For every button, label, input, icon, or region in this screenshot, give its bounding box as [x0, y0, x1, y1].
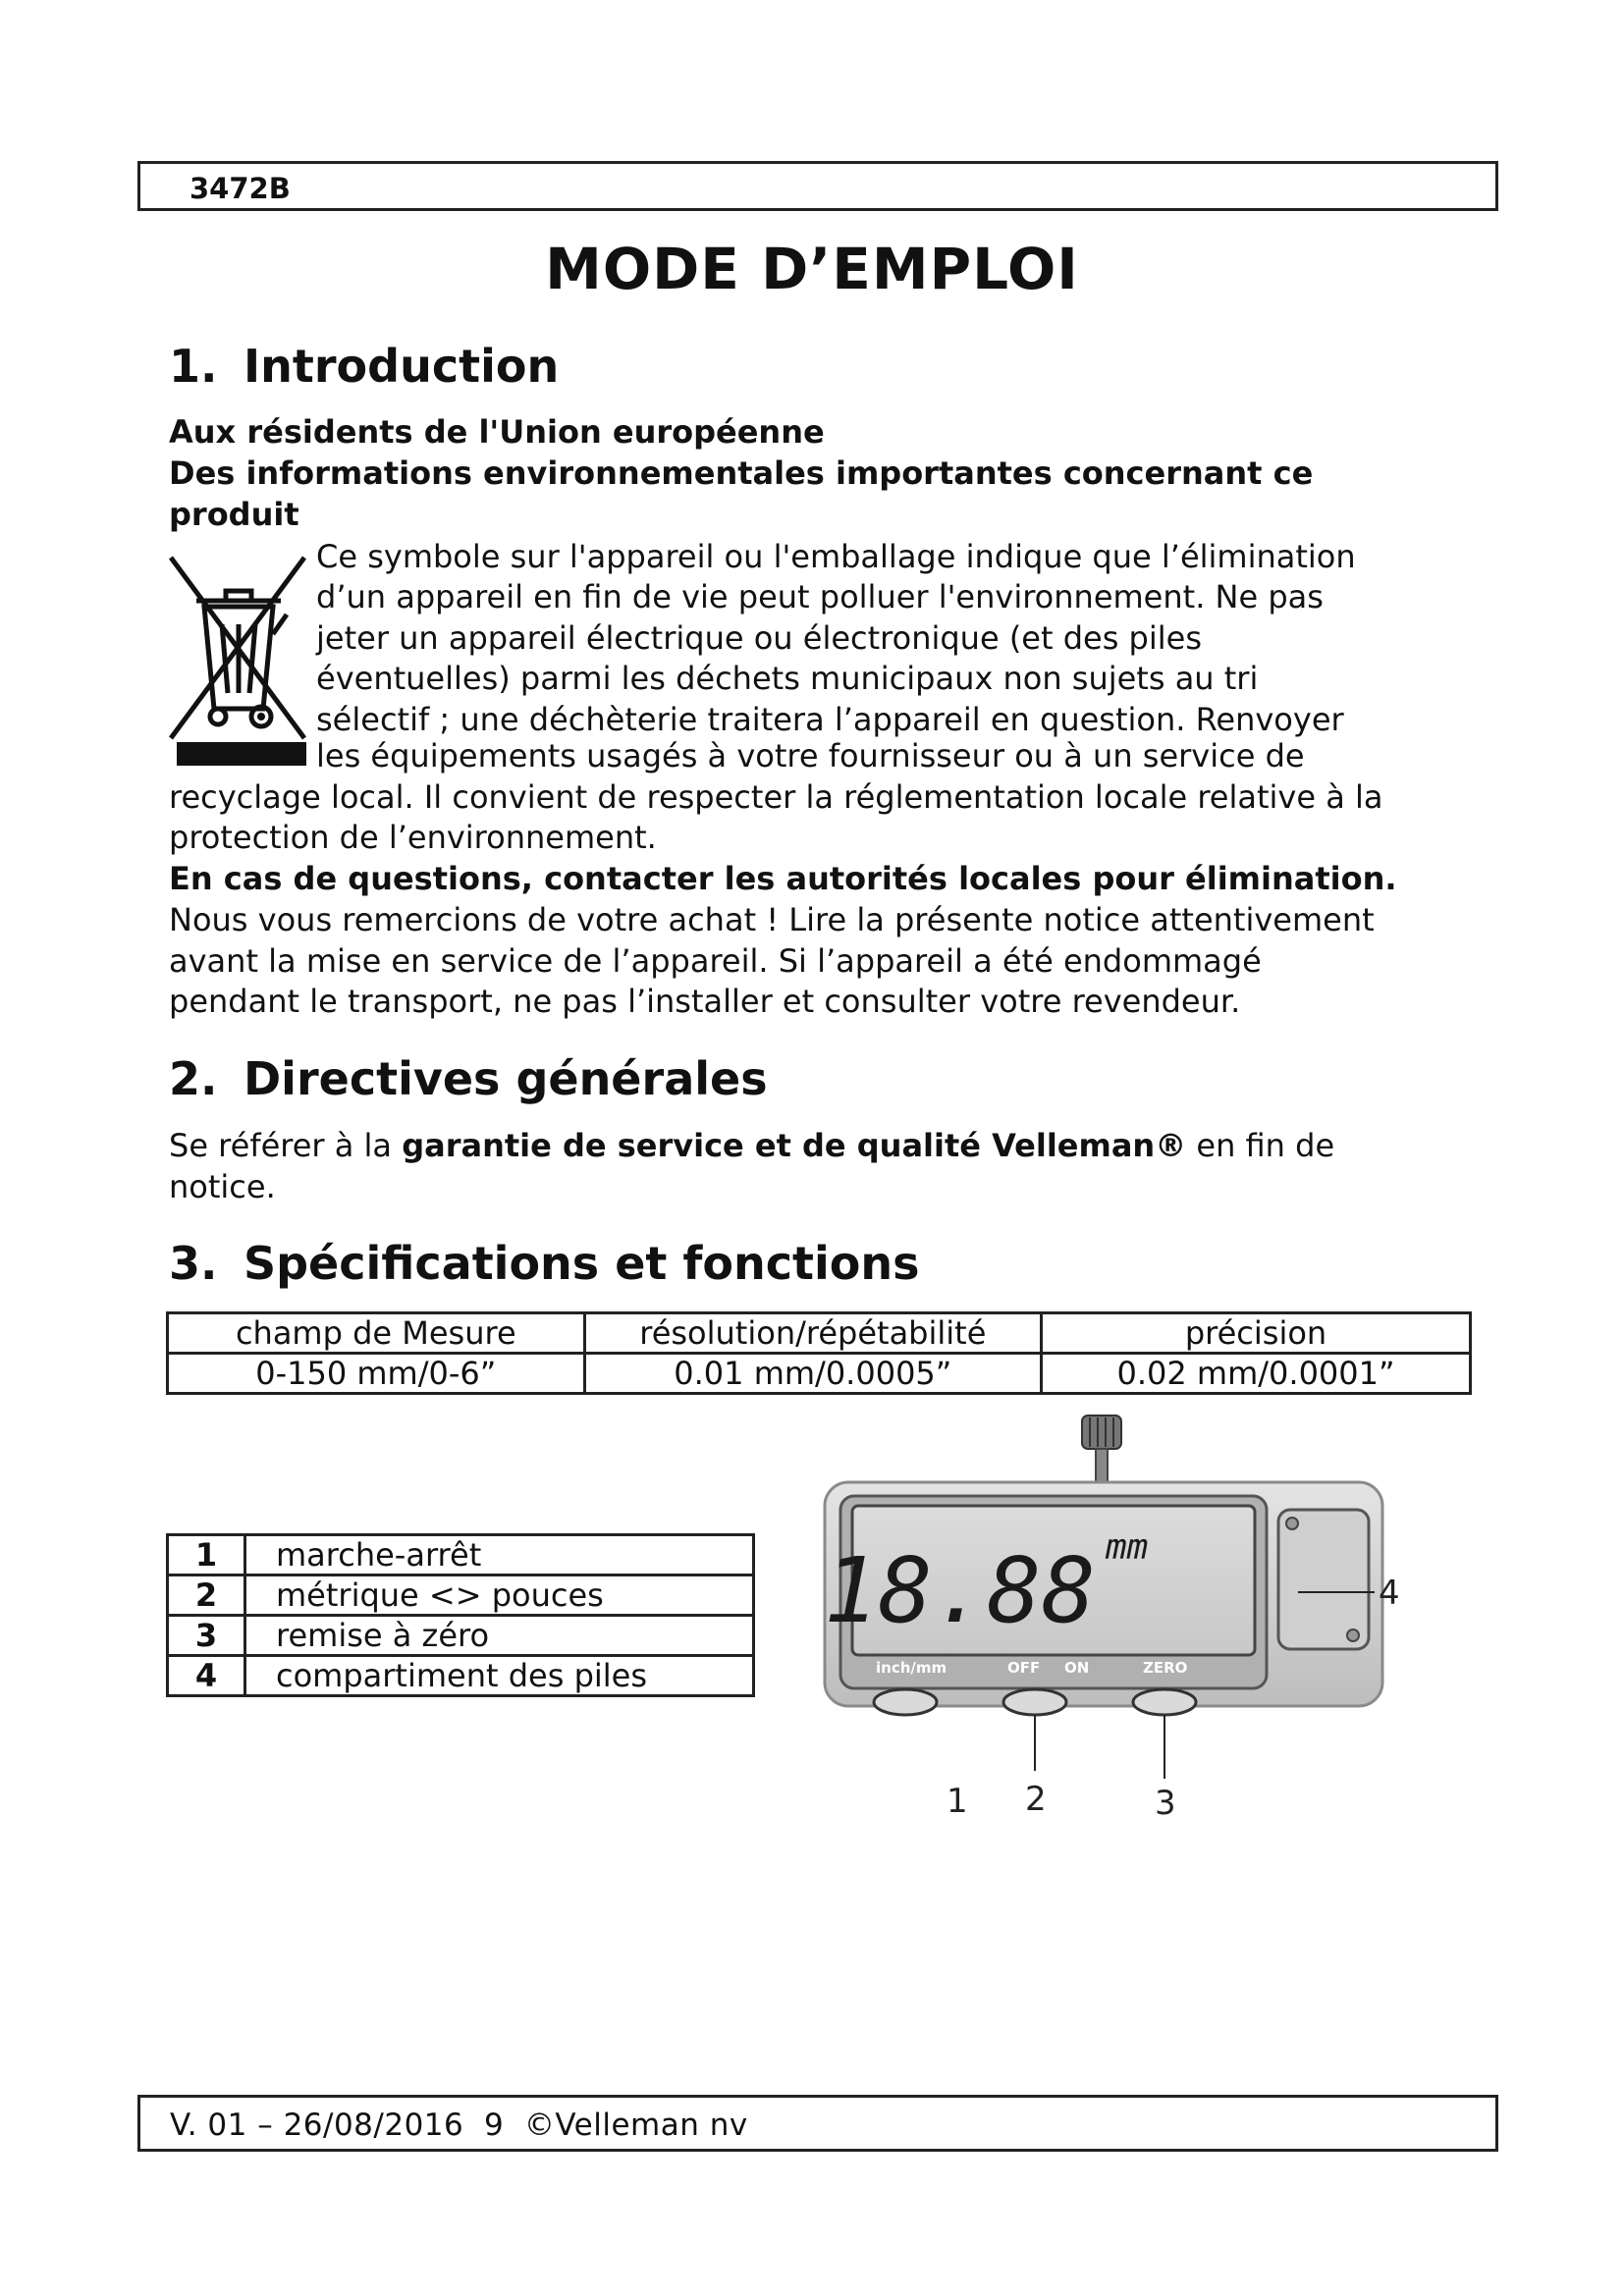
- table-header-cell: précision: [1042, 1313, 1471, 1354]
- table-row: [168, 1616, 754, 1656]
- env-heading-line1: Des informations environnementales importantes concernant ce: [169, 454, 1314, 492]
- footer-text: V. 01 – 26/08/2016 9 ©Velleman nv: [170, 2108, 748, 2143]
- section-title: Introduction: [244, 340, 560, 393]
- parts-table: [166, 1533, 755, 1697]
- battery-compartment: [1278, 1510, 1369, 1649]
- table-header-cell: champ de Mesure: [168, 1313, 585, 1354]
- callout-3: 3: [1155, 1784, 1176, 1823]
- table-cell: 0-150 mm/0-6”: [168, 1354, 585, 1394]
- zero-button: [1133, 1689, 1196, 1715]
- inch-mm-button: [874, 1689, 937, 1715]
- questions-line: En cas de questions, contacter les autorités locales pour élimination.: [169, 860, 1397, 897]
- table-row: [168, 1313, 1471, 1354]
- lcd-unit: mm: [1106, 1527, 1149, 1568]
- section-introduction-heading: [169, 340, 559, 393]
- weee-line: Ce symbole sur l'appareil ou l'emballage indique que l’élimination: [316, 538, 1356, 575]
- inch-mm-label: inch/mm: [876, 1659, 947, 1677]
- callout-4: 4: [1379, 1574, 1400, 1613]
- part-label: marche-arrêt: [245, 1535, 754, 1575]
- section-title: Spécifications et fonctions: [244, 1237, 920, 1290]
- page-title: MODE D’EMPLOI: [545, 236, 1079, 302]
- specs-table: [166, 1311, 1472, 1395]
- part-label: compartiment des piles: [245, 1656, 754, 1696]
- callout-2: 2: [1025, 1780, 1047, 1819]
- weee-line: jeter un appareil électrique ou électronique (et des piles: [316, 619, 1202, 657]
- zero-label: ZERO: [1143, 1659, 1188, 1677]
- on-off-button: [1003, 1689, 1066, 1715]
- part-label: remise à zéro: [245, 1616, 754, 1656]
- section-number: 1.: [169, 340, 218, 393]
- part-number: 4: [168, 1656, 245, 1696]
- weee-bin-icon: [163, 546, 312, 772]
- general-text-line2: notice.: [169, 1168, 276, 1205]
- weee-line: les équipements usagés à votre fournisseur ou à un service de: [316, 737, 1305, 774]
- thanks-line: Nous vous remercions de votre achat ! Lire la présente notice attentivement: [169, 901, 1375, 938]
- lcd-reading: 18.88: [824, 1538, 1096, 1643]
- section-number: 3.: [169, 1237, 218, 1290]
- env-heading-line2: produit: [169, 496, 299, 533]
- adjustment-knob: [1082, 1415, 1121, 1482]
- general-text-part: en fin de: [1186, 1127, 1335, 1164]
- general-text-part: Se référer à la: [169, 1127, 403, 1164]
- part-number: 3: [168, 1616, 245, 1656]
- table-row: [168, 1535, 754, 1575]
- table-row: [168, 1656, 754, 1696]
- footer-box: [137, 2095, 1498, 2152]
- table-row: [168, 1354, 1471, 1394]
- off-label: OFF: [1007, 1659, 1041, 1677]
- thanks-line: avant la mise en service de l’appareil. Si l’appareil a été endommagé: [169, 942, 1262, 980]
- table-header-cell: résolution/répétabilité: [584, 1313, 1041, 1354]
- table-row: [168, 1575, 754, 1616]
- callout-1: 1: [947, 1782, 968, 1821]
- section-general-heading: [169, 1052, 768, 1105]
- weee-line: protection de l’environnement.: [169, 819, 657, 856]
- section-specs-heading: [169, 1237, 920, 1290]
- part-number: 2: [168, 1575, 245, 1616]
- part-label: métrique <> pouces: [245, 1575, 754, 1616]
- table-cell: 0.02 mm/0.0001”: [1042, 1354, 1471, 1394]
- table-cell: 0.01 mm/0.0005”: [584, 1354, 1041, 1394]
- weee-line: sélectif ; une déchèterie traitera l’appareil en question. Renvoyer: [316, 701, 1344, 738]
- weee-line: recyclage local. Il convient de respecter la réglementation locale relative à la: [169, 778, 1383, 816]
- buttons: [874, 1689, 1196, 1715]
- eu-heading: Aux résidents de l'Union européenne: [169, 413, 825, 451]
- weee-line: éventuelles) parmi les déchets municipaux non sujets au tri: [316, 660, 1259, 697]
- general-text: [169, 1126, 1334, 1167]
- section-number: 2.: [169, 1052, 218, 1105]
- caliper-display-illustration: [811, 1412, 1420, 1843]
- on-label: ON: [1064, 1659, 1090, 1677]
- model-number: 3472B: [189, 172, 291, 205]
- weee-line: d’un appareil en fin de vie peut polluer l'environnement. Ne pas: [316, 578, 1324, 615]
- section-title: Directives générales: [244, 1052, 768, 1105]
- header-box: [137, 161, 1498, 211]
- warranty-reference: garantie de service et de qualité Velleman®: [402, 1127, 1187, 1164]
- part-number: 1: [168, 1535, 245, 1575]
- thanks-line: pendant le transport, ne pas l’installer et consulter votre revendeur.: [169, 983, 1241, 1020]
